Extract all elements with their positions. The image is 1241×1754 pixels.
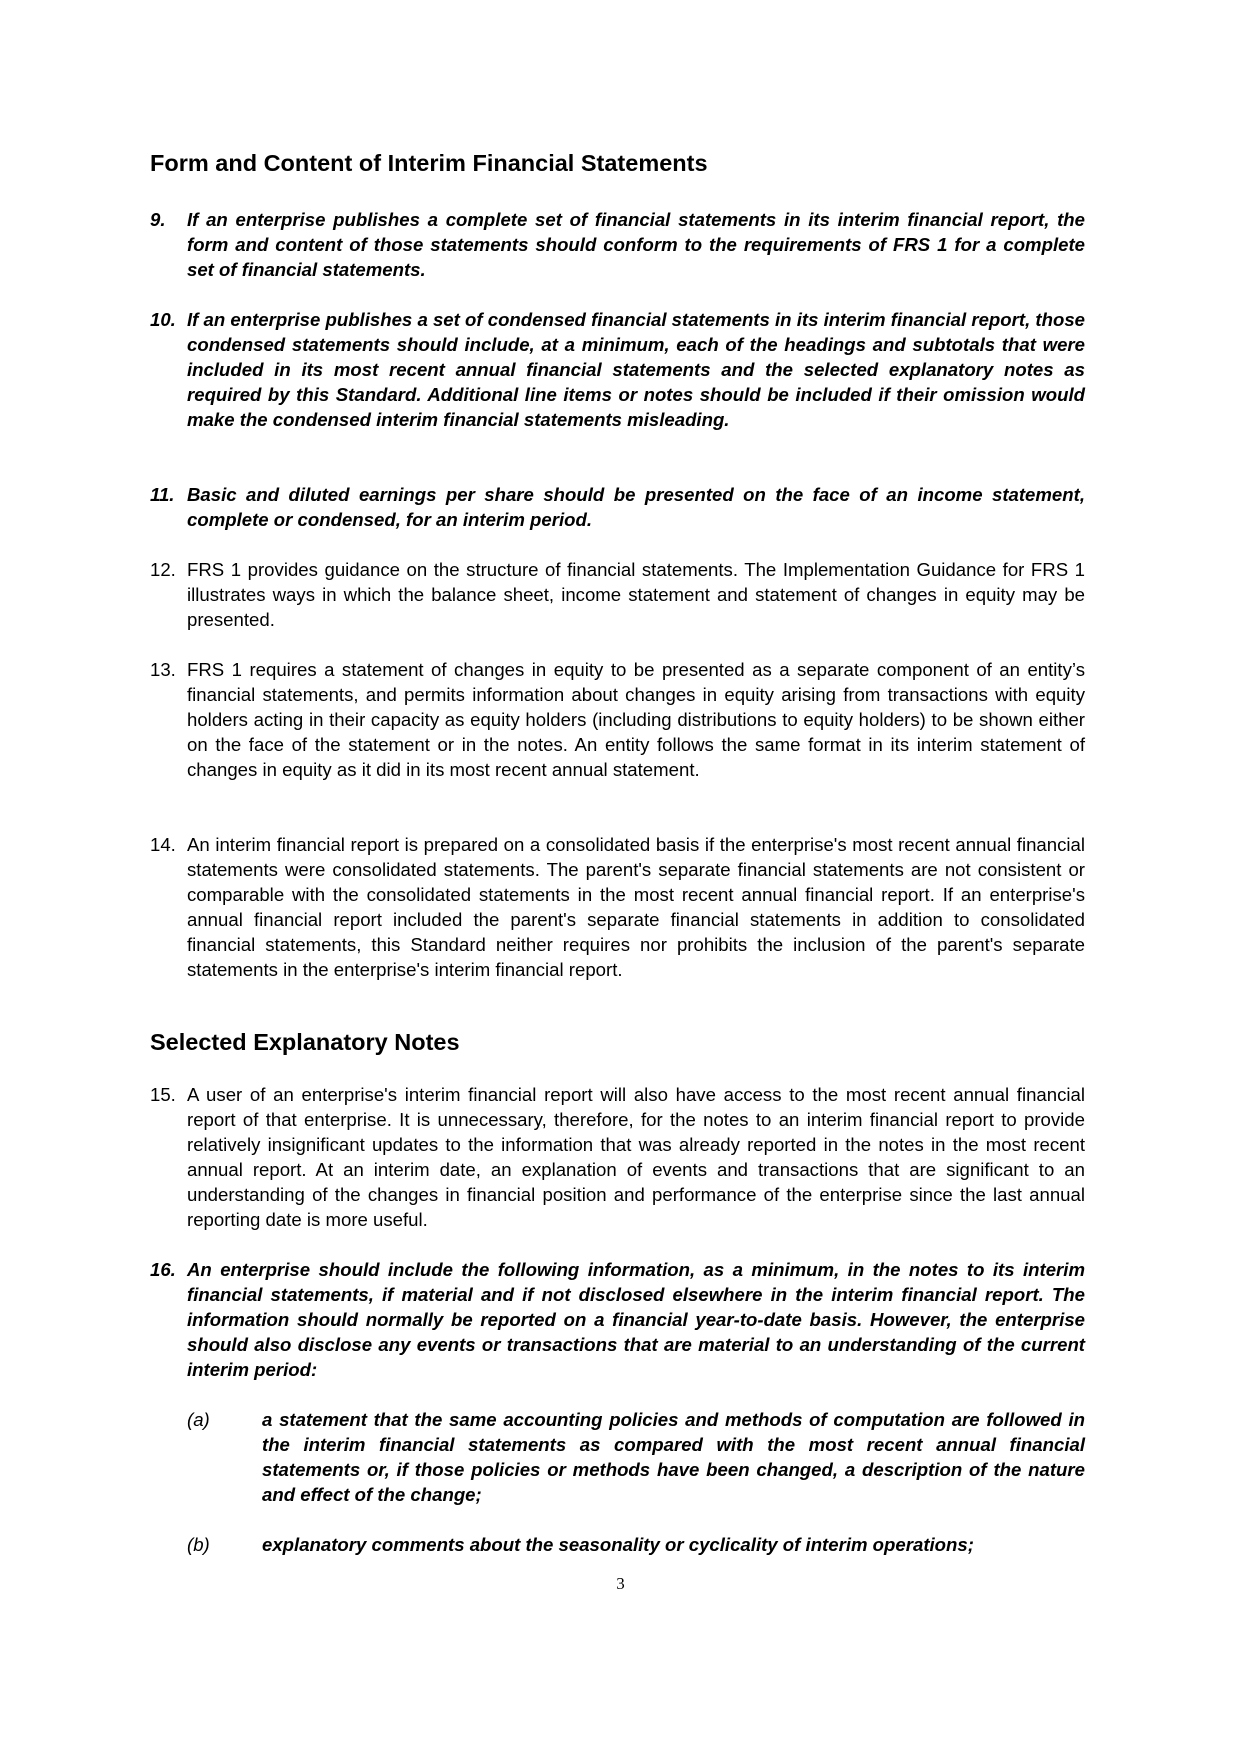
paragraph-10: [150, 307, 1085, 432]
subitem-label: (a): [187, 1409, 210, 1430]
paragraph-text: Basic and diluted earnings per share should be presented on the face of an income statement, complete or condensed, for an interim period.: [187, 484, 1085, 530]
page-number: 3: [616, 1574, 625, 1593]
subitem-a: [187, 1407, 1085, 1507]
paragraph-number: 11.: [150, 484, 175, 505]
paragraph-text: If an enterprise publishes a complete set of financial statements in its interim financial report, the form and content of those statements should conform to the requirements of FRS 1 for a complete set of financial statements.: [187, 209, 1085, 280]
subitem-text: explanatory comments about the seasonality or cyclicality of interim operations;: [262, 1534, 974, 1555]
paragraph-number: 16.: [150, 1259, 176, 1280]
paragraph-text: If an enterprise publishes a set of condensed financial statements in its interim financial report, those condensed statements should include, at a minimum, each of the headings and subtotals that were included in its most recent annual financial statements and the selected explanatory notes as required by this Standard. Additional line items or notes should be included if their omission would make the condensed interim financial statements misleading.: [187, 309, 1085, 430]
paragraph-number: 14.: [150, 834, 176, 855]
section-heading: Form and Content of Interim Financial Statements: [150, 150, 708, 176]
paragraph-16: [150, 1257, 1085, 1382]
paragraph-text: An interim financial report is prepared on a consolidated basis if the enterprise's most recent annual financial statements were consolidated statements. The parent's separate financial statements are not consistent or comparable with the consolidated statements in the most recent annual financial report. If an enterprise's annual financial report included the parent's separate financial statements in addition to consolidated financial statements, this Standard neither requires nor prohibits the inclusion of the parent's separate statements in the enterprise's interim financial report.: [187, 834, 1085, 980]
paragraph-number: 13.: [150, 659, 176, 680]
paragraph-14: [150, 832, 1085, 982]
section-heading: Selected Explanatory Notes: [150, 1029, 460, 1055]
paragraph-text: FRS 1 requires a statement of changes in equity to be presented as a separate component of an entity’s financial statements, and permits information about changes in equity arising from transactions with equity holders acting in their capacity as equity holders (including distributions to equity holders) to be shown either on the face of the statement or in the notes. An entity follows the same format in its interim statement of changes in equity as it did in its most recent annual statement.: [187, 659, 1085, 780]
paragraph-9: [150, 207, 1085, 282]
paragraph-12: [150, 557, 1085, 632]
paragraph-number: 10.: [150, 309, 176, 330]
subitem-b: [187, 1532, 1085, 1557]
paragraph-15: [150, 1082, 1085, 1232]
paragraph-11: [150, 482, 1085, 532]
paragraph-13: [150, 657, 1085, 782]
paragraph-number: 9.: [150, 209, 166, 230]
subitem-label: (b): [187, 1534, 210, 1555]
paragraph-text: An enterprise should include the following information, as a minimum, in the notes to its interim financial statements, if material and if not disclosed elsewhere in the interim financial report. The information should normally be reported on a financial year-to-date basis. However, the enterprise should also disclose any events or transactions that are material to an understanding of the current interim period:: [187, 1259, 1085, 1380]
subitem-text: a statement that the same accounting policies and methods of computation are followed in the interim financial statements as compared with the most recent annual financial statements or, if those policies or methods have been changed, a description of the nature and effect of the change;: [262, 1409, 1085, 1505]
paragraph-text: A user of an enterprise's interim financial report will also have access to the most recent annual financial report of that enterprise. It is unnecessary, therefore, for the notes to an interim financial report to provide relatively insignificant updates to the information that was already reported in the notes in the most recent annual report. At an interim date, an explanation of events and transactions that are significant to an understanding of the changes in financial position and performance of the enterprise since the last annual reporting date is more useful.: [187, 1084, 1085, 1230]
paragraph-number: 12.: [150, 559, 176, 580]
paragraph-text: FRS 1 provides guidance on the structure of financial statements. The Implementation Guidance for FRS 1 illustrates ways in which the balance sheet, income statement and statement of changes in equity may be presented.: [187, 559, 1085, 630]
paragraph-number: 15.: [150, 1084, 176, 1105]
